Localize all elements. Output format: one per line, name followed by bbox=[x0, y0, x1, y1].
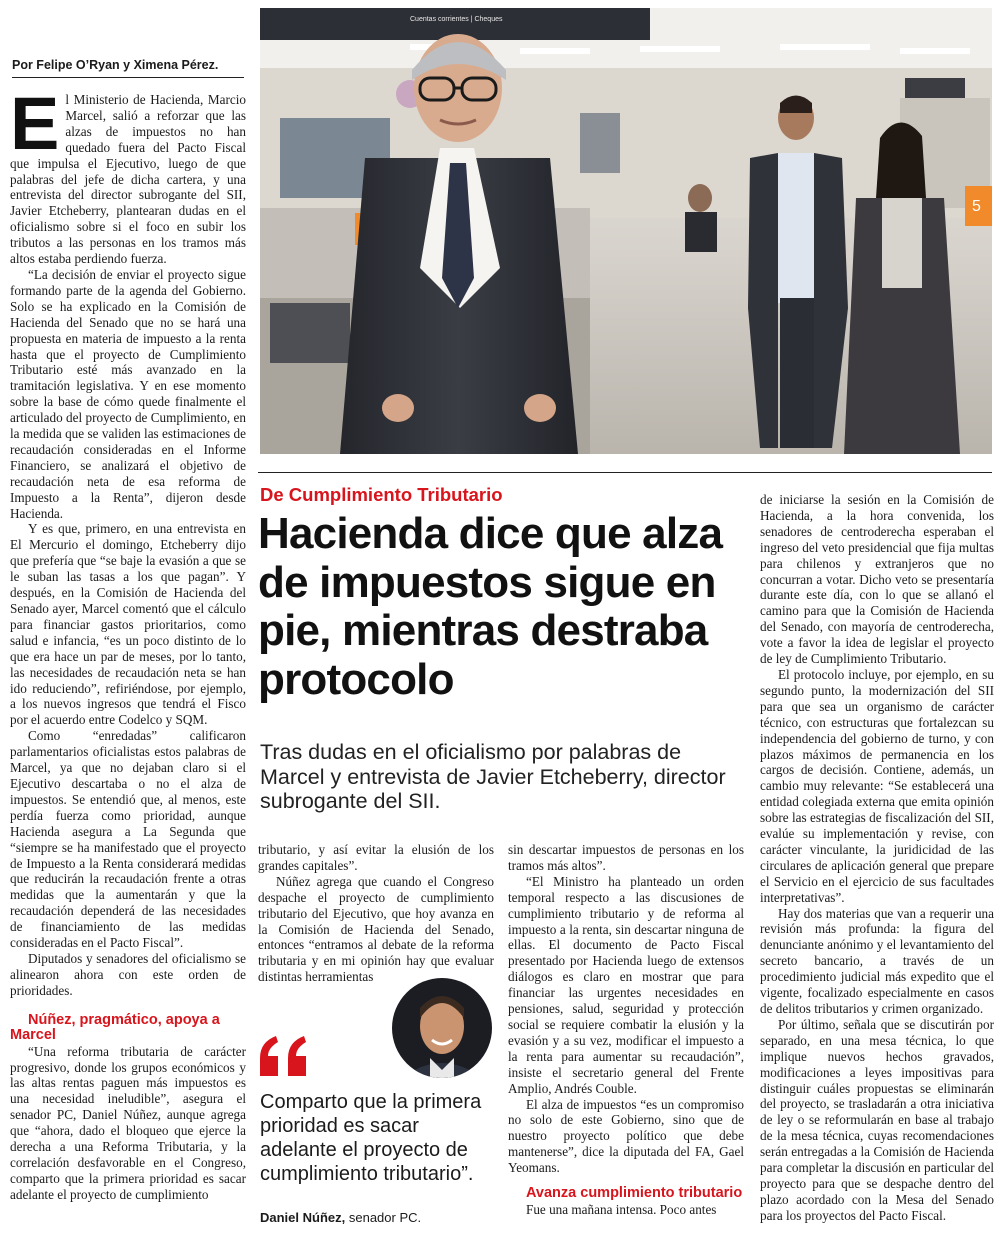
byline: Por Felipe O’Ryan y Ximena Pérez. bbox=[12, 58, 244, 78]
paragraph: Hay dos materias que van a requerir una revisión más profunda: la figura del denunciante anónimo y el levantamiento del secreto bancario, a través de un procedimiento judicial más expedito que el vigente, focalizado especialmente en casos de delitos tributarios y crimen organizado. bbox=[760, 905, 994, 1016]
quote-author: Daniel Núñez, bbox=[260, 1210, 346, 1225]
lead-paragraph bbox=[10, 92, 246, 267]
paragraph: Fue una mañana intensa. Poco antes bbox=[526, 1201, 717, 1217]
paragraph: Como “enredadas” calificaron parlamentarios oficialistas estos palabras de Marcel, ya que no dejaban claro si el Ejecutivo descartaba o no el alza de impuestos. Se entendió que, al menos, este perdía fuerza como prioridad, aunque Hacienda asegura a La Segunda que “siempre se ha manifestado que el proyecto de Impuesto a la Renta considerará medidas que reducirán la recaudación frente a otras medidas que la aumentarán y que la recaudación dependerá de las necesidades de financiamiento de las medidas consideradas en el Pacto Fiscal”. bbox=[10, 728, 246, 951]
paragraph: tributario, y así evitar la elusión de los grandes capitales”. bbox=[258, 842, 494, 873]
paragraph: El protocolo incluye, por ejemplo, en su segundo punto, la modernización del SII para que sea un organismo de carácter técnico, con estructuras que fortalezcan su independencia del gobierno de turno, y con plazos máximos de permanencia en los cargos de decisión. Contiene, además, un cambio muy relevante: “Se establecerá una entidad colegiada externa que emita opinión sobre las estrategias de fiscalización del SII, evalúe su implementación y revise, con carácter vinculante, la juridicidad de las circulares de aplicación general que prepare el Servicio en el ejercicio de sus facultades interpretativas”. bbox=[760, 666, 994, 905]
quote-mark-icon bbox=[258, 1030, 314, 1086]
paragraph: Diputados y senadores del oficialismo se alinearon ahora con este orden de prioridades. bbox=[10, 950, 246, 998]
main-photo bbox=[260, 8, 992, 454]
paragraph: “La decisión de enviar el proyecto sigue formando parte de la agenda del Gobierno. Solo se ha explicado en la Comisión de Hacienda del Senado que no se hará una propuesta en materia de impuesto a la renta hasta que el proyecto de Cumplimiento Tributario esté más avanzado en la tramitación legislativa. Y en ese momento sobre la base de cómo quede finalmente el articulado del proyecto de Cumplimiento, en la medida que se validen las estimaciones de recaudación consideradas en el Informe Financiero, se analizará el objetivo de recaudación neta de esa reforma de Impuesto a la Renta”, dijeron desde Hacienda. bbox=[10, 266, 246, 521]
dek: Tras dudas en el oficialismo por palabras de Marcel y entrevista de Javier Etcheberry, director subrogante del SII. bbox=[260, 740, 726, 813]
office-scene-image bbox=[260, 8, 992, 454]
drop-cap: E bbox=[10, 92, 60, 165]
paragraph: sin descartar impuestos de personas en los tramos más altos”. bbox=[508, 842, 744, 873]
paragraph: El alza de impuestos “es un compromiso no solo de este Gobierno, sino que de nuestro proyecto político que debe mantenerse”, dice la diputada del FA, Gael Yeomans. bbox=[508, 1096, 744, 1176]
desk-number-right: 5 bbox=[972, 198, 981, 215]
paragraph: “El Ministro ha planteado un orden temporal respecto a las discusiones de cumplimiento tributario y de reforma al impuesto a la renta, sin descartar ninguna de ellas. El documento de Pacto Fiscal presentado por Hacienda luego de extensos diálogos es claro en mostrar que para financiar las urgentes necesidades en pensiones, salud, seguridad y protección social se requiere combatir la elusión y la evasión y a su vez, modificar el impuesto a la renta para aumentar su recaudación”, insiste el secretario general del Frente Amplio, Andrés Couble. bbox=[508, 873, 744, 1096]
portrait-photo bbox=[392, 978, 492, 1078]
paragraph: Núñez agrega que cuando el Congreso despache el proyecto de cumplimiento tributario del Ejecutivo, que hoy avanza en la Comisión de Hacienda del Senado, entonces “entramos al debate de la reforma tributaria y en mi opinión hay que evaluar distintas herramientas bbox=[258, 873, 494, 985]
subheading: Núñez, pragmático, apoya a Marcel bbox=[10, 1011, 220, 1044]
column-4 bbox=[760, 492, 994, 1232]
paragraph-text: l Ministerio de Hacienda, Marcio Marcel, salió a reforzar que las alzas de impuestos no han quedado fuera del Pacto Fiscal que impulsa el Ejecutivo, luego de que palabras del jefe de dicha cartera, y una entrevista del director subrogante del SII, Javier Etcheberry, plantearan dudas en el oficialismo sobre si el foco en subir los tributos a las personas en los tramos más altos estaba perdiendo fuerza. bbox=[10, 92, 246, 267]
headline: Hacienda dice que alza de impuestos sigue en pie, mientras destraba protocolo bbox=[258, 510, 723, 704]
column-1 bbox=[10, 92, 246, 1232]
paragraph: “Una reforma tributaria de carácter progresivo, donde los grupos económicos y las altas rentas paguen más impuestos es una necesidad ineludible”, asegura el senador PC, Daniel Núñez, aunque agrega que “ahora, dado el bloqueo que ejerce la derecha a una Reforma Tributaria, y la correlación desfavorable en el Congreso, comparto que la primera prioridad es sacar adelante el proyecto de cumplimiento bbox=[10, 1043, 246, 1202]
pull-quote: Comparto que la primera prioridad es sacar adelante el proyecto de cumplimiento tributario”. bbox=[260, 1091, 482, 1185]
paragraph: Por último, señala que se discutirán por separado, en una mesa técnica, lo que implique nuevos hechos gravados, modificaciones a leyes impositivas para distinguir cuáles propuestas se eliminarán del proyecto, se trasladarán a otra iniciativa de ley o se reformularán en base al trabajo de la mesa técnica, cuyas recomendaciones serán entregadas a la Comisión de Hacienda para completar la discusión en particular del proyecto para que se despache dentro del plazo acordado con la Mesa del Senado para los proyectos del Pacto Fiscal. bbox=[760, 1016, 994, 1223]
kicker: De Cumplimiento Tributario bbox=[260, 484, 503, 505]
paragraph: de iniciarse la sesión en la Comisión de Hacienda, a la hora convenida, los senadores de centroderecha esperaban el ingreso del veto presidencial que fija multas para chilenos y extranjeros que no concurran a votar. Dicho veto se presentaría durante este día, con lo que se allanó el camino para que la Comisión de Hacienda del Senado, con mayoría de centroderecha, vote a favor la idea de legislar el proyecto de ley de Cumplimiento Tributario. bbox=[760, 492, 994, 667]
divider-rule bbox=[258, 472, 992, 473]
subheading: Avanza cumplimiento tributario bbox=[526, 1185, 743, 1202]
daniel-nunez-portrait bbox=[392, 978, 492, 1078]
photo-sign-text: Cuentas corrientes | Cheques bbox=[410, 16, 503, 23]
paragraph: Y es que, primero, en una entrevista en El Mercurio el domingo, Etcheberry dijo que prefería que “se baje la evasión a que se le suban las tasas a los que pagan”. Y después, en la Comisión de Hacienda del Senado ayer, Marcel comentó que el cálculo para financiar gastos prioritarios, como salud e infancia, “es un poco distinto de lo que era hace un par de meses, por lo tanto, las necesidades de recaudación neta se han ido reduciendo”, refiriéndose, por ejemplo, a los nuevos ingresos que tendrá el Fisco por el acuerdo entre Codelco y SQM. bbox=[10, 521, 246, 728]
quote-author-role: senador PC. bbox=[345, 1210, 422, 1225]
quote-attribution bbox=[260, 1210, 500, 1230]
column-3 bbox=[508, 842, 744, 1232]
